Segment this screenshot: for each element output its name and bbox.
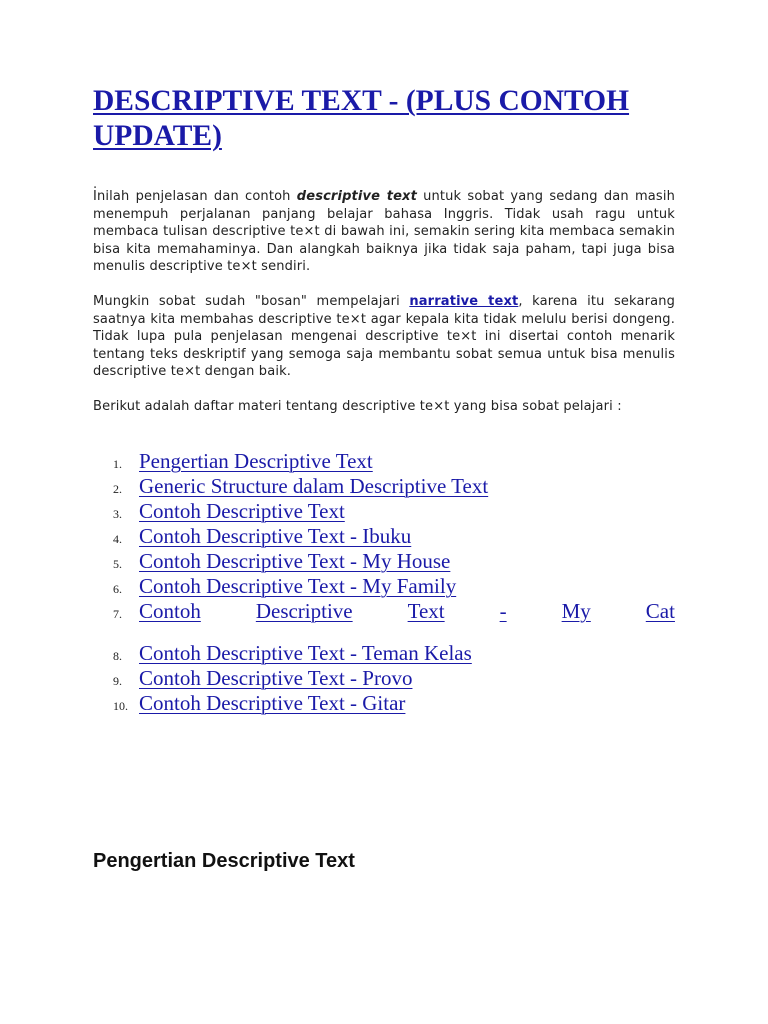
list-intro-paragraph: Berikut adalah daftar materi tentang descriptive te×t yang bisa sobat pelajari : bbox=[93, 398, 622, 414]
toc-word: - bbox=[499, 598, 507, 623]
toc-link-my-house[interactable]: Contoh Descriptive Text - My House bbox=[139, 548, 451, 573]
toc-number: 10. bbox=[113, 698, 128, 713]
toc-item bbox=[93, 666, 675, 691]
toc-number: 2. bbox=[113, 481, 122, 496]
toc-number: 6. bbox=[113, 581, 122, 596]
toc-link-teman-kelas[interactable]: Contoh Descriptive Text - Teman Kelas bbox=[139, 640, 472, 665]
document-body bbox=[93, 84, 675, 716]
stray-dot: . bbox=[93, 177, 98, 192]
toc-word: My bbox=[561, 598, 591, 623]
toc-word: Text bbox=[407, 598, 445, 623]
toc-word: Cat bbox=[645, 598, 675, 623]
toc-number: 8. bbox=[113, 648, 122, 663]
narrative-paragraph bbox=[93, 293, 675, 381]
section-heading: Pengertian Descriptive Text bbox=[93, 850, 355, 872]
toc-link-my-family[interactable]: Contoh Descriptive Text - My Family bbox=[139, 573, 457, 598]
intro-text-before: Inilah penjelasan dan contoh bbox=[93, 189, 297, 204]
toc-item bbox=[93, 691, 675, 716]
intro-emphasis: descriptive text bbox=[296, 189, 417, 204]
narrative-text-after: , karena itu sekarang saatnya kita membahas descriptive te×t agar kepala kita tidak melulu berisi dongeng. Tidak lupa pula penjelasan mengenai descriptive te×t ini disertai contoh menarik tentang teks deskriptif yang semoga saja membantu sobat semua untuk bisa menulis descriptive te×t dengan baik. bbox=[93, 293, 675, 380]
toc-item bbox=[93, 499, 675, 524]
toc-word: Descriptive bbox=[255, 598, 353, 623]
narrative-text-link[interactable]: narrative text bbox=[409, 293, 519, 309]
toc-item bbox=[93, 599, 675, 641]
toc-item bbox=[93, 524, 675, 549]
toc-number: 4. bbox=[113, 531, 122, 546]
narrative-text-before: Mungkin sobat sudah "bosan" mempelajari bbox=[93, 293, 410, 309]
toc-number: 9. bbox=[113, 673, 122, 688]
toc-link-contoh[interactable]: Contoh Descriptive Text bbox=[139, 498, 345, 523]
toc-link-ibuku[interactable]: Contoh Descriptive Text - Ibuku bbox=[139, 523, 412, 548]
toc-item bbox=[93, 449, 675, 474]
toc-item bbox=[93, 549, 675, 574]
toc-link-gitar[interactable]: Contoh Descriptive Text - Gitar bbox=[139, 690, 406, 715]
toc-word: Contoh bbox=[139, 598, 201, 623]
toc-number: 1. bbox=[113, 456, 122, 471]
toc-link-provo[interactable]: Contoh Descriptive Text - Provo bbox=[139, 665, 413, 690]
toc-item bbox=[93, 474, 675, 499]
toc-link-pengertian[interactable]: Pengertian Descriptive Text bbox=[139, 448, 373, 473]
toc-number: 5. bbox=[113, 556, 122, 571]
toc-link-generic-structure[interactable]: Generic Structure dalam Descriptive Text bbox=[139, 473, 489, 498]
table-of-contents bbox=[93, 449, 675, 716]
toc-number: 7. bbox=[113, 606, 122, 621]
intro-paragraph bbox=[93, 188, 675, 276]
toc-item bbox=[93, 574, 675, 599]
toc-item bbox=[93, 641, 675, 666]
intro-text-after: untuk sobat yang sedang dan masih menempuh perjalanan panjang belajar bahasa Inggris. Tidak usah ragu untuk membaca tulisan descriptive te×t di bawah ini, semakin sering kita membaca semakin bisa kita memahaminya. Dan alangkah baiknya jika tidak saja paham, tapi juga bisa menulis descriptive te×t sendiri. bbox=[93, 189, 675, 275]
toc-number: 3. bbox=[113, 506, 122, 521]
toc-link-my-cat[interactable] bbox=[139, 599, 675, 624]
page-title[interactable]: DESCRIPTIVE TEXT - (PLUS CONTOH UPDATE) bbox=[93, 85, 630, 152]
